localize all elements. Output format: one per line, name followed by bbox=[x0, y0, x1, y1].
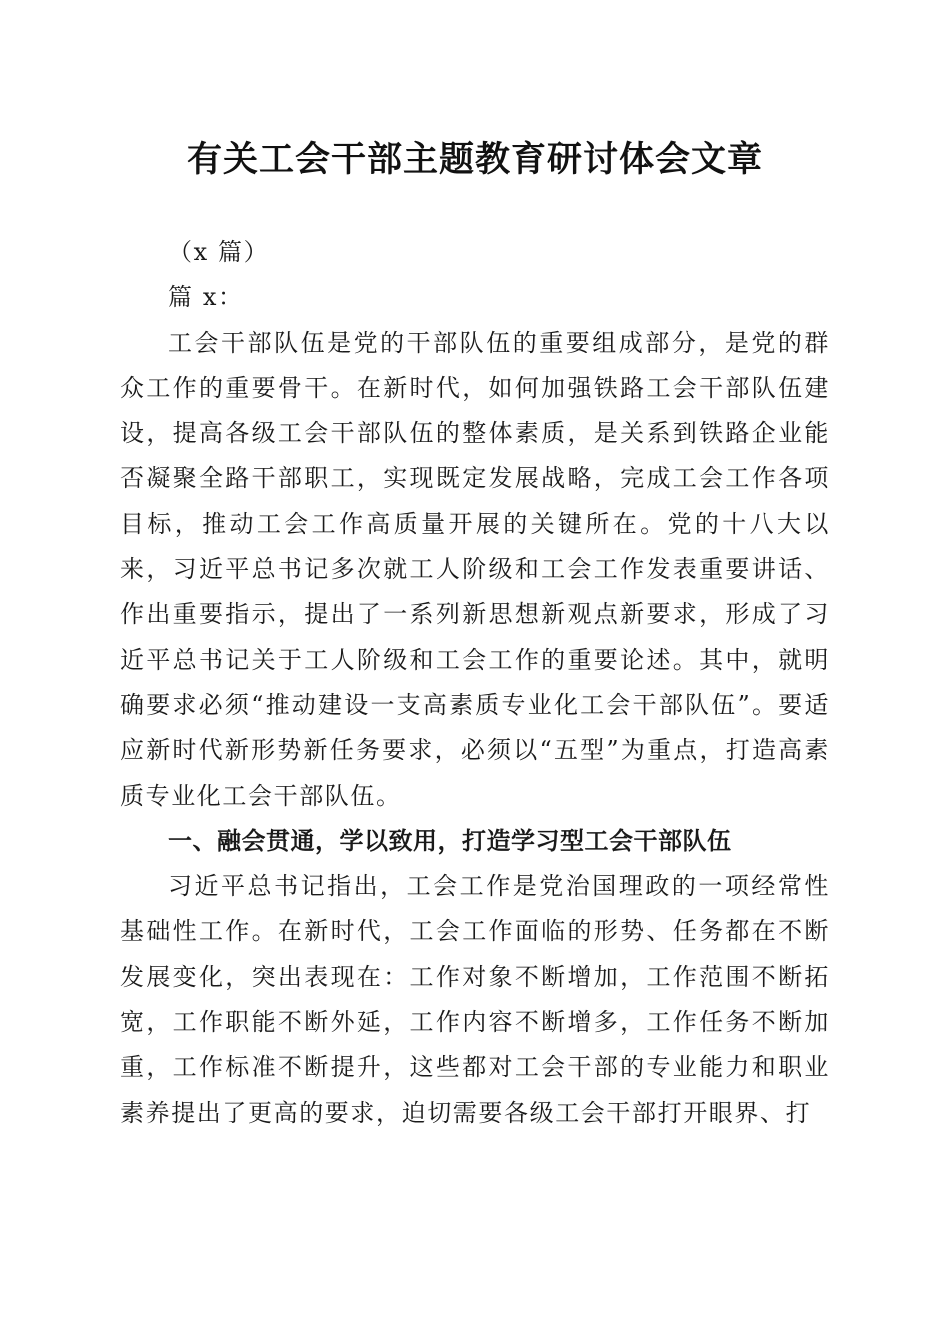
document-body bbox=[120, 230, 830, 1136]
count-note: （x 篇） bbox=[168, 238, 270, 266]
section-heading: 一、融会贯通，学以致用，打造学习型工会干部队伍 bbox=[168, 826, 732, 855]
intro-paragraph: 工会干部队伍是党的干部队伍的重要组成部分，是党的群众工作的重要骨干。在新时代，如何加强铁路工会干部队伍建设，提高各级工会干部队伍的整体素质，是关系到铁路企业能否凝聚全路干部职工，实现既定发展战略，完成工会工作各项目标，推动工会工作高质量开展的关键所在。党的十八大以来，习近平总书记多次就工人阶级和工会工作发表重要讲话、作出重要指示，提出了一系列新思想新观点新要求，形成了习近平总书记关于工人阶级和工会工作的重要论述。其中，就明确要求必须“推动建设一支高素质专业化工会干部队伍”。要适应新时代新形势新任务要求，必须以“五型”为重点，打造高素质专业化工会干部队伍。 bbox=[120, 328, 830, 810]
section-paragraph: 习近平总书记指出，工会工作是党治国理政的一项经常性基础性工作。在新时代，工会工作面临的形势、任务都在不断发展变化，突出表现在：工作对象不断增加，工作范围不断拓宽，工作职能不断外延，工作内容不断增多，工作任务不断加重，工作标准不断提升，这些都对工会干部的专业能力和职业素养提出了更高的要求，迫切需要各级工会干部打开眼界、打 bbox=[120, 872, 830, 1127]
article-label: 篇 x： bbox=[168, 283, 244, 312]
document-title: 有关工会干部主题教育研讨体会文章 bbox=[186, 139, 763, 180]
